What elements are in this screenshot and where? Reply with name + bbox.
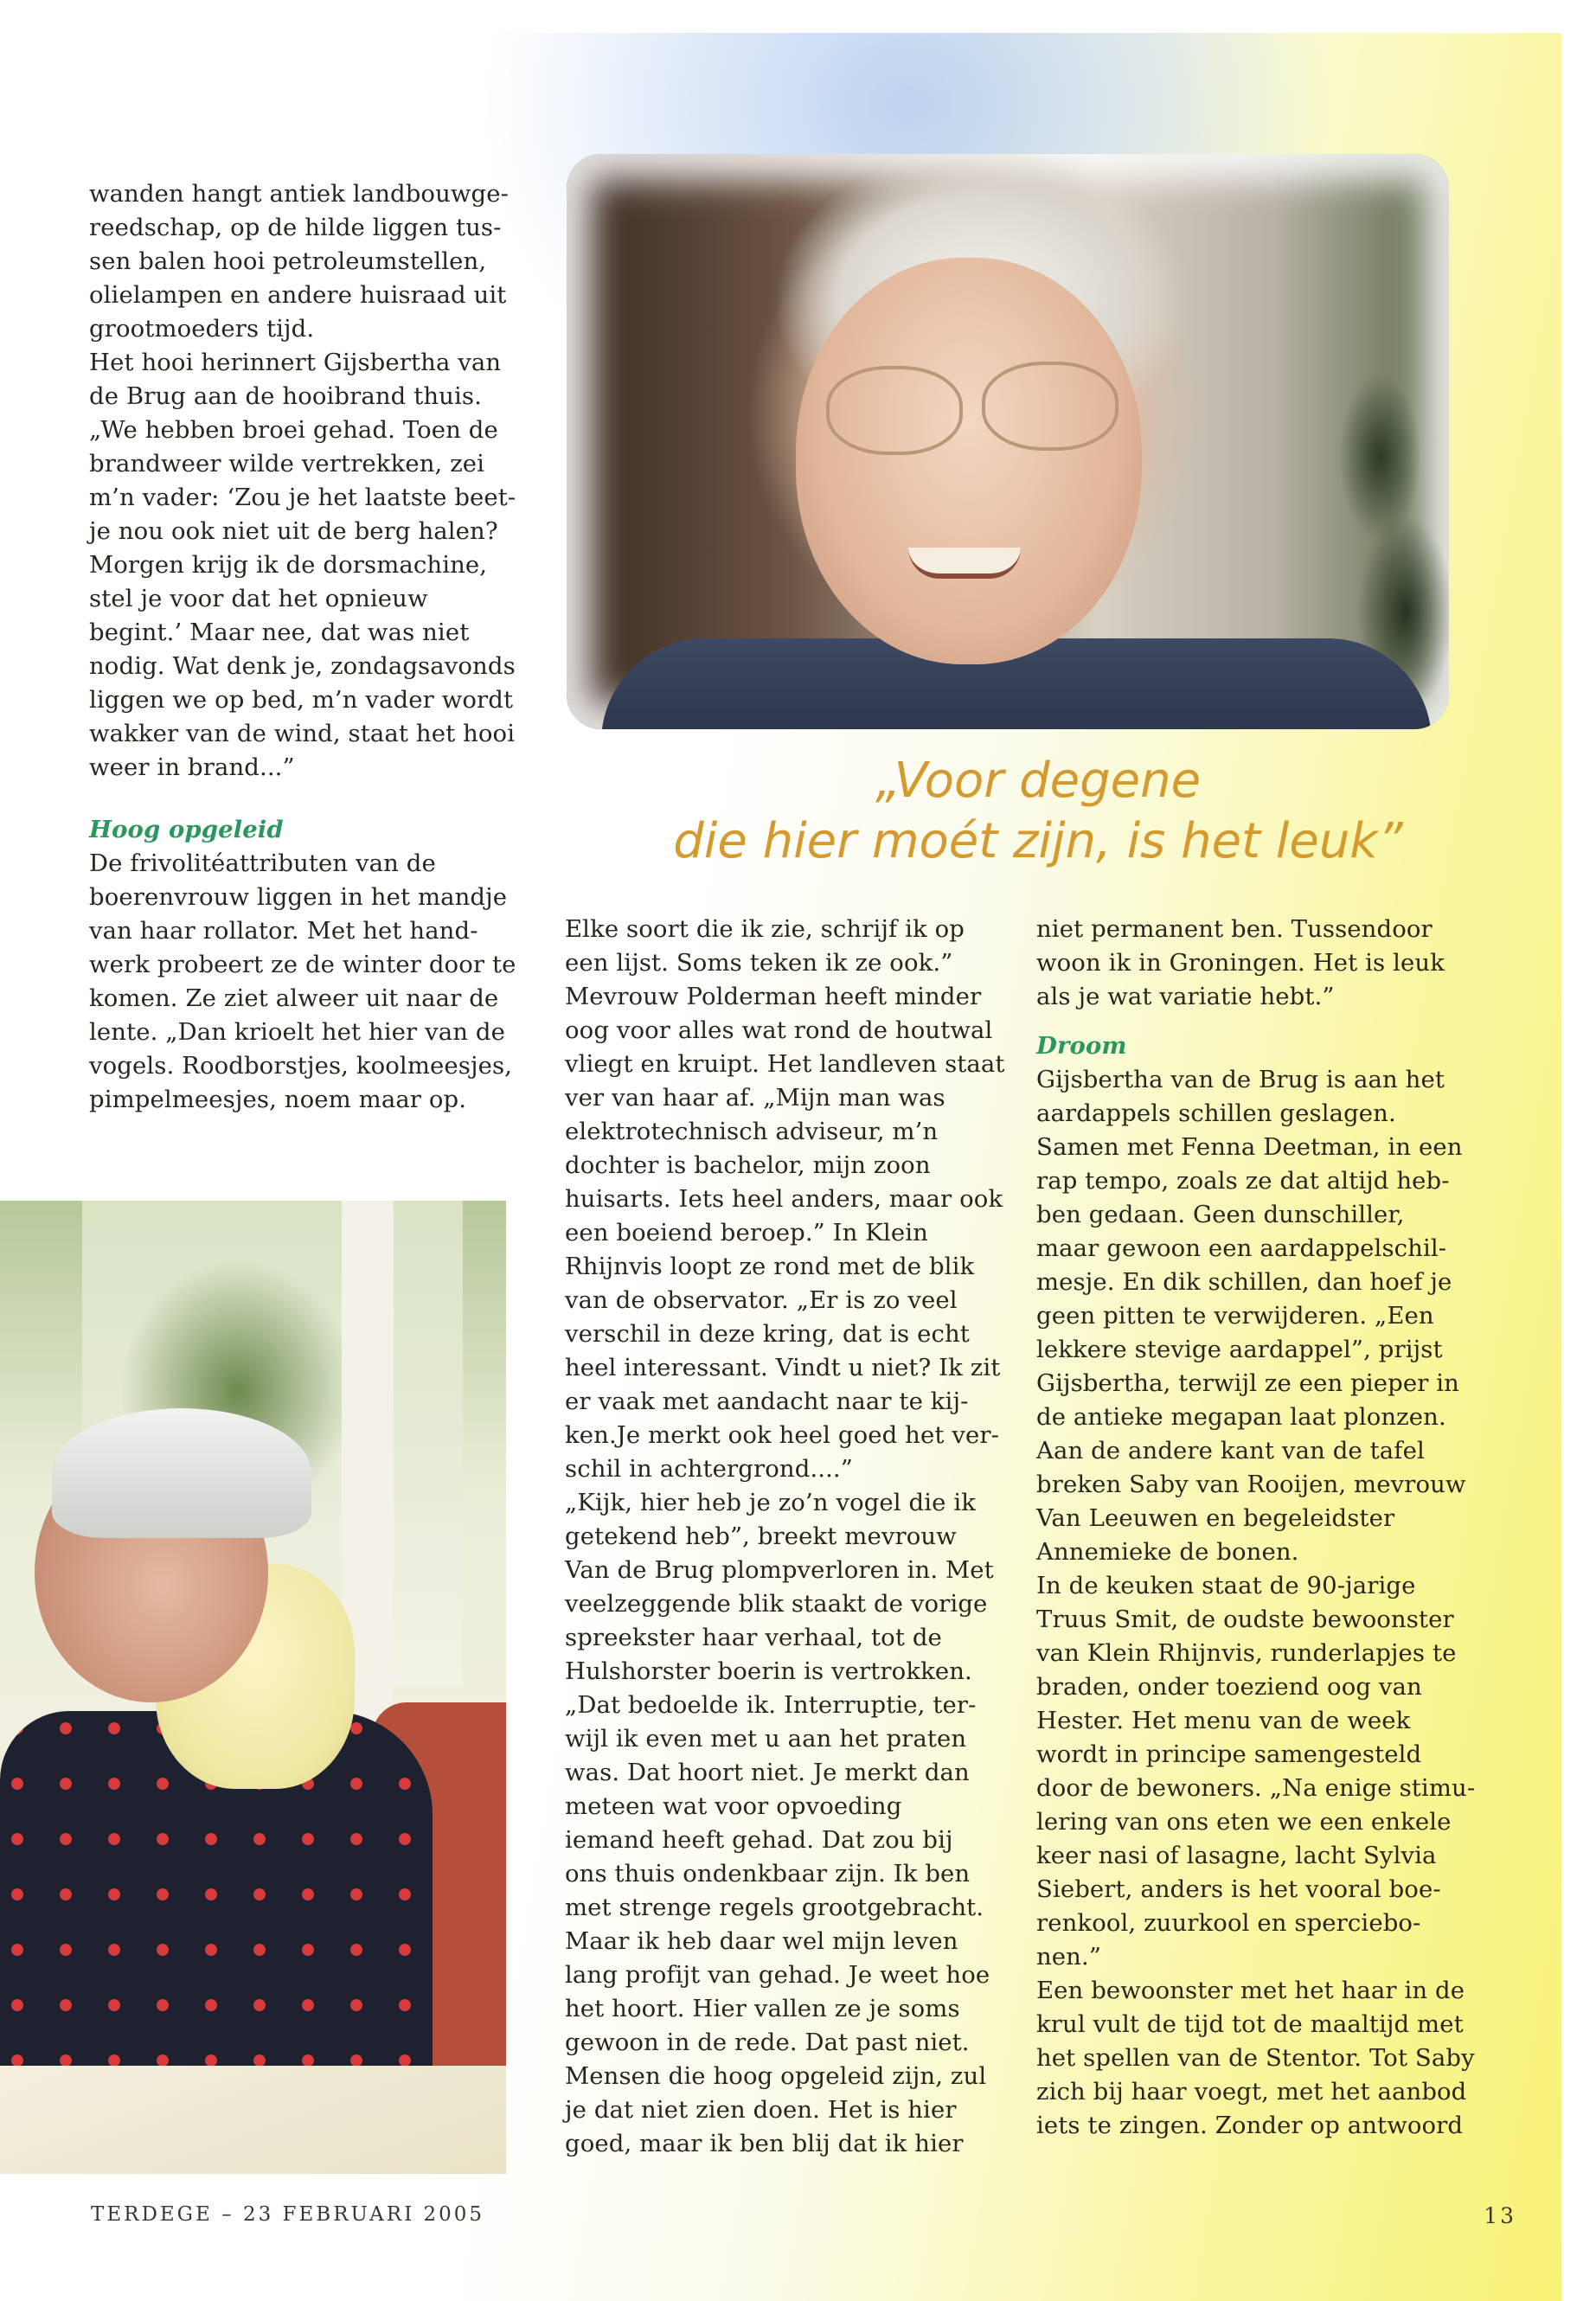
text-line: wakker van de wind, staat het hooi	[89, 720, 516, 747]
text-line: rap tempo, zoals ze dat altijd heb-	[1036, 1167, 1450, 1195]
text-line: goed, maar ik ben blij dat ik hier	[565, 2130, 964, 2157]
text-line: Siebert, anders is het vooral boe-	[1036, 1875, 1441, 1903]
text-line: reedschap, op de hilde liggen tus-	[89, 214, 502, 241]
text-line: Van Leeuwen en begeleidster	[1036, 1504, 1395, 1532]
text-line: de Brug aan de hooibrand thuis.	[89, 382, 482, 410]
text-line: Samen met Fenna Deetman, in een	[1036, 1133, 1463, 1161]
text-line: weer in brand...”	[89, 753, 295, 781]
text-line: aardappels schillen geslagen.	[1036, 1099, 1396, 1127]
column-c-bottom-text	[1036, 1063, 1477, 2143]
text-line: liggen we op bed, m’n vader wordt	[89, 686, 514, 714]
photo-tablecloth	[0, 2066, 506, 2174]
text-line: oog voor alles wat rond de houtwal	[565, 1016, 993, 1044]
text-line: iemand heeft gehad. Dat zou bij	[565, 1826, 953, 1854]
text-line: lekkere stevige aardappel”, prijst	[1036, 1336, 1443, 1363]
text-line: mesje. En dik schillen, dan hoef je	[1036, 1268, 1452, 1296]
photo-woman-at-table	[0, 1201, 506, 2174]
text-line: Van de Brug plompverloren in. Met	[565, 1556, 994, 1584]
text-line: vogels. Roodborstjes, koolmeesjes,	[89, 1052, 513, 1080]
glasses-left-lens	[826, 366, 963, 455]
page-margin-right	[1561, 0, 1596, 2301]
text-line: Rhijnvis loopt ze rond met de blik	[565, 1253, 975, 1280]
photo-smile	[908, 548, 1021, 579]
text-line: ken.Je merkt ook heel goed het ver-	[565, 1421, 1000, 1449]
text-line: woon ik in Groningen. Het is leuk	[1036, 949, 1445, 977]
text-line: met strenge regels grootgebracht.	[565, 1894, 984, 1921]
text-line: Gijsbertha, terwijl ze een pieper in	[1036, 1369, 1459, 1397]
text-line: de antieke megapan laat plonzen.	[1036, 1403, 1446, 1431]
text-line: Annemieke de bonen.	[1036, 1538, 1299, 1566]
text-line: veelzeggende blik staakt de vorige	[565, 1590, 988, 1618]
text-line: geen pitten te verwijderen. „Een	[1036, 1302, 1434, 1330]
text-line: nen.”	[1036, 1943, 1101, 1971]
text-line: lering van ons eten we een enkele	[1036, 1808, 1452, 1836]
text-line: olielampen en andere huisraad uit	[89, 281, 507, 309]
page-margin-top	[0, 0, 1596, 33]
text-line: m’n vader: ‘Zou je het laatste beet-	[89, 484, 516, 511]
column-a-top	[89, 177, 522, 785]
text-line: was. Dat hoort niet. Je merkt dan	[565, 1759, 970, 1786]
text-line: „Dat bedoelde ik. Interruptie, ter-	[565, 1691, 977, 1719]
footer-publication: TERDEGE – 23 FEBRUARI 2005	[91, 2203, 485, 2226]
text-line: wanden hangt antiek landbouwge-	[89, 180, 510, 208]
pull-quote	[606, 751, 1471, 872]
text-line: niet permanent ben. Tussendoor	[1036, 915, 1433, 943]
text-line: meteen wat voor opvoeding	[565, 1792, 902, 1820]
portrait-photo-smiling-woman	[567, 154, 1449, 729]
text-line: een lijst. Soms teken ik ze ook.”	[565, 949, 953, 977]
text-line: het spellen van de Stentor. Tot Saby	[1036, 2044, 1475, 2072]
text-line: van haar rollator. Met het hand-	[89, 917, 478, 945]
text-line: renkool, zuurkool en sperciebo-	[1036, 1909, 1421, 1937]
text-line: lang profijt van gehad. Je weet hoe	[565, 1961, 990, 1989]
column-c	[1036, 913, 1477, 2143]
text-line: Elke soort die ik zie, schrijf ik op	[565, 915, 965, 943]
text-line: ons thuis ondenkbaar zijn. Ik ben	[565, 1860, 971, 1888]
text-line: Hulshorster boerin is vertrokken.	[565, 1657, 972, 1685]
text-line: door de bewoners. „Na enige stimu-	[1036, 1774, 1476, 1802]
text-line: heel interessant. Vindt u niet? Ik zit	[565, 1354, 1001, 1381]
text-line: een boeiend beroep.” In Klein	[565, 1219, 928, 1247]
text-line: begint.’ Maar nee, dat was niet	[89, 619, 470, 646]
text-line: sen balen hooi petroleumstellen,	[89, 247, 487, 275]
photo-face	[796, 258, 1142, 664]
text-line: brandweer wilde vertrekken, zei	[89, 450, 485, 478]
text-line: ben gedaan. Geen dunschiller,	[1036, 1201, 1405, 1228]
text-line: Hester. Het menu van de week	[1036, 1707, 1411, 1734]
text-line: komen. Ze ziet alweer uit naar de	[89, 984, 499, 1012]
text-line: vliegt en kruipt. Het landleven staat	[565, 1050, 1005, 1078]
text-line: Maar ik heb daar wel mijn leven	[565, 1927, 958, 1955]
text-line: „We hebben broei gehad. Toen de	[89, 416, 498, 444]
text-line: schil in achtergrond....”	[565, 1455, 853, 1483]
text-line: Aan de andere kant van de tafel	[1036, 1437, 1425, 1465]
text-line: Een bewoonster met het haar in de	[1036, 1977, 1465, 2004]
text-line: In de keuken staat de 90-jarige	[1036, 1572, 1416, 1599]
column-b	[565, 913, 1006, 2161]
text-line: wordt in principe samengesteld	[1036, 1740, 1422, 1768]
text-line: krul vult de tijd tot de maaltijd met	[1036, 2010, 1464, 2038]
text-line: Gijsbertha van de Brug is aan het	[1036, 1066, 1445, 1093]
text-line: lente. „Dan krioelt het hier van de	[89, 1018, 505, 1046]
text-line: stel je voor dat het opnieuw	[89, 585, 428, 612]
text-line: „Kijk, hier heb je zo’n vogel die ik	[565, 1489, 977, 1516]
column-a-bottom-text	[89, 847, 522, 1117]
text-line: van de observator. „Er is zo veel	[565, 1286, 958, 1314]
text-line: huisarts. Iets heel anders, maar ook	[565, 1185, 1003, 1213]
text-line: er vaak met aandacht naar te kij-	[565, 1388, 969, 1415]
text-line: keer nasi of lasagne, lacht Sylvia	[1036, 1842, 1437, 1869]
text-line: verschil in deze kring, dat is echt	[565, 1320, 970, 1348]
text-line: Truus Smit, de oudste bewoonster	[1036, 1606, 1454, 1633]
text-line: nodig. Wat denk je, zondagsavonds	[89, 652, 516, 680]
text-line: Mevrouw Polderman heeft minder	[565, 983, 982, 1010]
text-line: pimpelmeesjes, noem maar op.	[89, 1086, 467, 1113]
subheading-hoog-opgeleid: Hoog opgeleid	[89, 816, 284, 843]
text-line: grootmoeders tijd.	[89, 315, 315, 343]
text-line: zich bij haar voegt, met het aanbod	[1036, 2078, 1467, 2106]
text-line: breken Saby van Rooijen, mevrouw	[1036, 1471, 1466, 1498]
text-line: je dat niet zien doen. Het is hier	[565, 2096, 957, 2124]
pull-quote-line-2: die hier moét zijn, is het leuk”	[673, 813, 1403, 869]
text-line: spreekster haar verhaal, tot de	[565, 1624, 942, 1651]
column-c-top-text	[1036, 913, 1477, 1014]
text-line: maar gewoon een aardappelschil-	[1036, 1234, 1447, 1262]
text-line: van Klein Rhijnvis, runderlapjes te	[1036, 1639, 1457, 1667]
text-line: De frivolitéattributen van de	[89, 849, 436, 877]
photo-white-hair	[52, 1408, 311, 1538]
text-line: getekend heb”, breekt mevrouw	[565, 1522, 957, 1550]
text-line: boerenvrouw liggen in het mandje	[89, 883, 508, 911]
text-line: Morgen krijg ik de dorsmachine,	[89, 551, 488, 579]
text-line: het hoort. Hier vallen ze je soms	[565, 1995, 960, 2022]
text-line: ver van haar af. „Mijn man was	[565, 1084, 945, 1112]
text-line: als je wat variatie hebt.”	[1036, 983, 1335, 1010]
column-a-section	[89, 813, 522, 1117]
footer-page-number: 13	[1484, 2203, 1516, 2228]
text-line: werk probeert ze de winter door te	[89, 951, 516, 978]
text-line: braden, onder toeziend oog van	[1036, 1673, 1422, 1701]
glasses-right-lens	[982, 362, 1118, 451]
text-line: elektrotechnisch adviseur, m’n	[565, 1118, 939, 1145]
text-line: wijl ik even met u aan het praten	[565, 1725, 967, 1753]
text-line: Mensen die hoog opgeleid zijn, zul	[565, 2062, 987, 2090]
text-line: dochter is bachelor, mijn zoon	[565, 1151, 931, 1179]
pull-quote-line-1: „Voor degene	[875, 753, 1202, 809]
subheading-droom: Droom	[1036, 1032, 1127, 1060]
text-line: gewoon in de rede. Dat past niet.	[565, 2029, 970, 2056]
text-line: Het hooi herinnert Gijsbertha van	[89, 349, 502, 376]
text-line: je nou ook niet uit de berg halen?	[89, 517, 498, 545]
text-line: iets te zingen. Zonder op antwoord	[1036, 2112, 1464, 2139]
